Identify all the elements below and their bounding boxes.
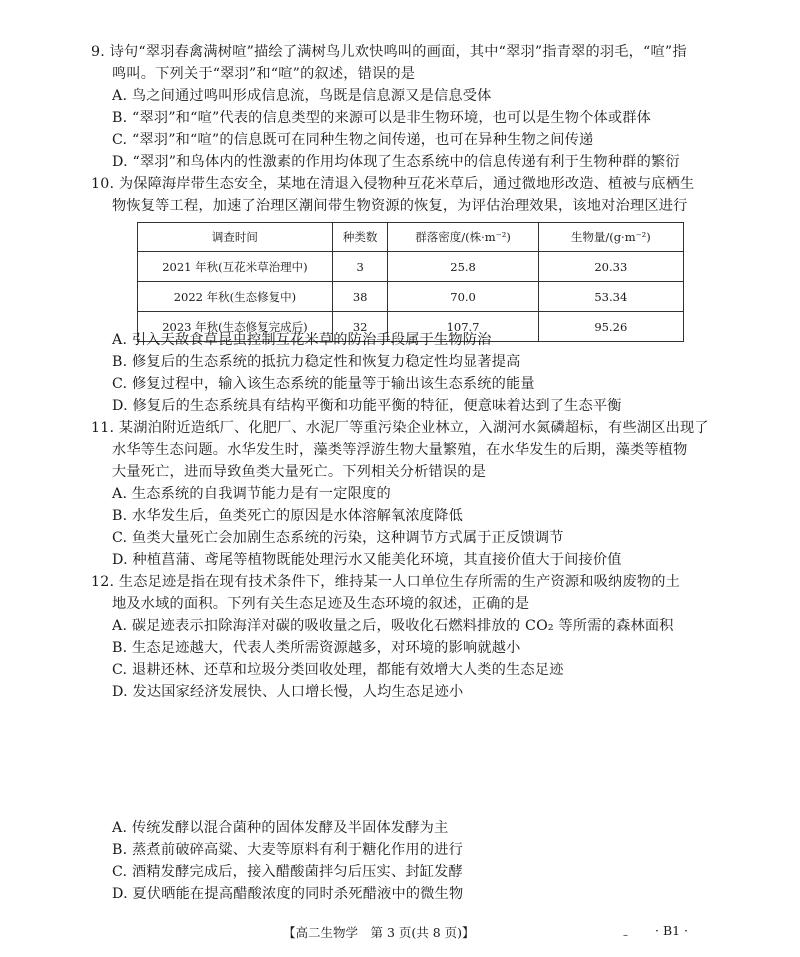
q11-option-a: A. 生态系统的自我调节能力是有一定限度的 — [112, 486, 391, 502]
table-cell: 20.33 — [538, 252, 683, 282]
q10-option-a: A. 引入天敌食草昆虫控制互花米草的防治手段属于生物防治 — [112, 332, 492, 348]
q13-option-b: B. 蒸煮前破碎高粱、大麦等原料有利于糖化作用的进行 — [112, 842, 463, 858]
table-cell: 2023 年秋(生态修复完成后) — [138, 312, 333, 342]
q9-option-c: C. “翠羽”和“喧”的信息既可在同种生物之间传递，也可在异种生物之间传递 — [112, 132, 594, 148]
table-cell: 53.34 — [538, 282, 683, 312]
table-row — [138, 252, 684, 282]
paper-code: · B1 · — [655, 923, 689, 938]
q9-stem-line2: 鸣叫。下列关于“翠羽”和“喧”的叙述，错误的是 — [112, 66, 416, 82]
q13-option-d: D. 夏伏晒能在提高醋酸浓度的同时杀死醋液中的微生物 — [112, 886, 464, 902]
q11-option-c: C. 鱼类大量死亡会加剧生态系统的污染，这种调节方式属于正反馈调节 — [112, 530, 564, 546]
q11-stem-line3: 大量死亡，进而导致鱼类大量死亡。下列相关分析错误的是 — [112, 464, 487, 480]
q9-option-b: B. “翠羽”和“喧”代表的信息类型的来源可以是非生物环境，也可以是生物个体或群体 — [112, 110, 652, 126]
table-cell: 107.7 — [388, 312, 538, 342]
q12-option-d: D. 发达国家经济发展快、人口增长慢，人均生态足迹小 — [112, 684, 464, 700]
table-row — [138, 282, 684, 312]
table-cell: 95.26 — [538, 312, 683, 342]
q10-stem-line1: 10. 为保障海岸带生态安全，某地在清退入侵物种互花米草后，通过微地形改造、植被与底栖生 — [91, 176, 695, 192]
table-cell: 2022 年秋(生态修复中) — [138, 282, 333, 312]
table-header-cell: 调查时间 — [138, 223, 333, 252]
table-header-cell: 群落密度/(株·m⁻²) — [388, 223, 538, 252]
q9-option-a: A. 鸟之间通过鸣叫形成信息流，鸟既是信息源又是信息受体 — [112, 88, 492, 104]
table-cell: 3 — [332, 252, 388, 282]
q13-option-c: C. 酒精发酵完成后，接入醋酸菌拌匀后压实、封缸发酵 — [112, 864, 463, 880]
q11-stem-line2: 水华等生态问题。水华发生时，藻类等浮游生物大量繁殖，在水华发生的后期，藻类等植物 — [112, 442, 688, 458]
table-header-cell: 生物量/(g·m⁻²) — [538, 223, 683, 252]
table-cell: 32 — [332, 312, 388, 342]
q11-option-d: D. 种植菖蒲、鸢尾等植物既能处理污水又能美化环境，其直接价值大于间接价值 — [112, 552, 622, 568]
q12-stem-line2: 地及水域的面积。下列有关生态足迹及生态环境的叙述，正确的是 — [112, 596, 530, 612]
table-cell: 38 — [332, 282, 388, 312]
page-footer: 【高二生物学 第 3 页(共 8 页)】 — [283, 925, 475, 940]
q9-option-d: D. “翠羽”和鸟体内的性激素的作用均体现了生态系统中的信息传递有利于生物种群的繁衍 — [112, 154, 680, 170]
q10-option-c: C. 修复过程中，输入该生态系统的能量等于输出该生态系统的能量 — [112, 376, 535, 392]
q12-option-c: C. 退耕还林、还草和垃圾分类回收处理，都能有效增大人类的生态足迹 — [112, 662, 564, 678]
q11-stem-line1: 11. 某湖泊附近造纸厂、化肥厂、水泥厂等重污染企业林立，入湖河水氮磷超标，有些湖区出现了 — [91, 420, 709, 436]
q12-option-a: A. 碳足迹表示扣除海洋对碳的吸收量之后，吸收化石燃料排放的 CO₂ 等所需的森林面积 — [112, 618, 674, 634]
table-cell: 25.8 — [388, 252, 538, 282]
q12-option-b: B. 生态足迹越大，代表人类所需资源越多，对环境的影响就越小 — [112, 640, 521, 656]
q10-survey-table — [137, 222, 684, 342]
q10-option-d: D. 修复后的生态系统具有结构平衡和功能平衡的特征，便意味着达到了生态平衡 — [112, 398, 622, 414]
q11-option-b: B. 水华发生后，鱼类死亡的原因是水体溶解氧浓度降低 — [112, 508, 463, 524]
table-cell: 2021 年秋(互花米草治理中) — [138, 252, 333, 282]
table-header-row — [138, 223, 684, 252]
table-header-cell: 种类数 — [332, 223, 388, 252]
table-cell: 70.0 — [388, 282, 538, 312]
q10-stem-line2: 物恢复等工程，加速了治理区潮间带生物资源的恢复，为评估治理效果，该地对治理区进行 — [112, 198, 688, 214]
footer-mark: – — [623, 930, 628, 941]
q12-stem-line1: 12. 生态足迹是指在现有技术条件下，维持某一人口单位生存所需的生产资源和吸纳废物的土 — [91, 574, 680, 590]
q13-option-a: A. 传统发酵以混合菌种的固体发酵及半固体发酵为主 — [112, 820, 449, 836]
q10-option-b: B. 修复后的生态系统的抵抗力稳定性和恢复力稳定性均显著提高 — [112, 354, 521, 370]
q9-stem-line1: 9. 诗句“翠羽春禽满树喧”描绘了满树鸟儿欢快鸣叫的画面，其中“翠羽”指青翠的羽毛，“喧”指 — [91, 44, 687, 60]
